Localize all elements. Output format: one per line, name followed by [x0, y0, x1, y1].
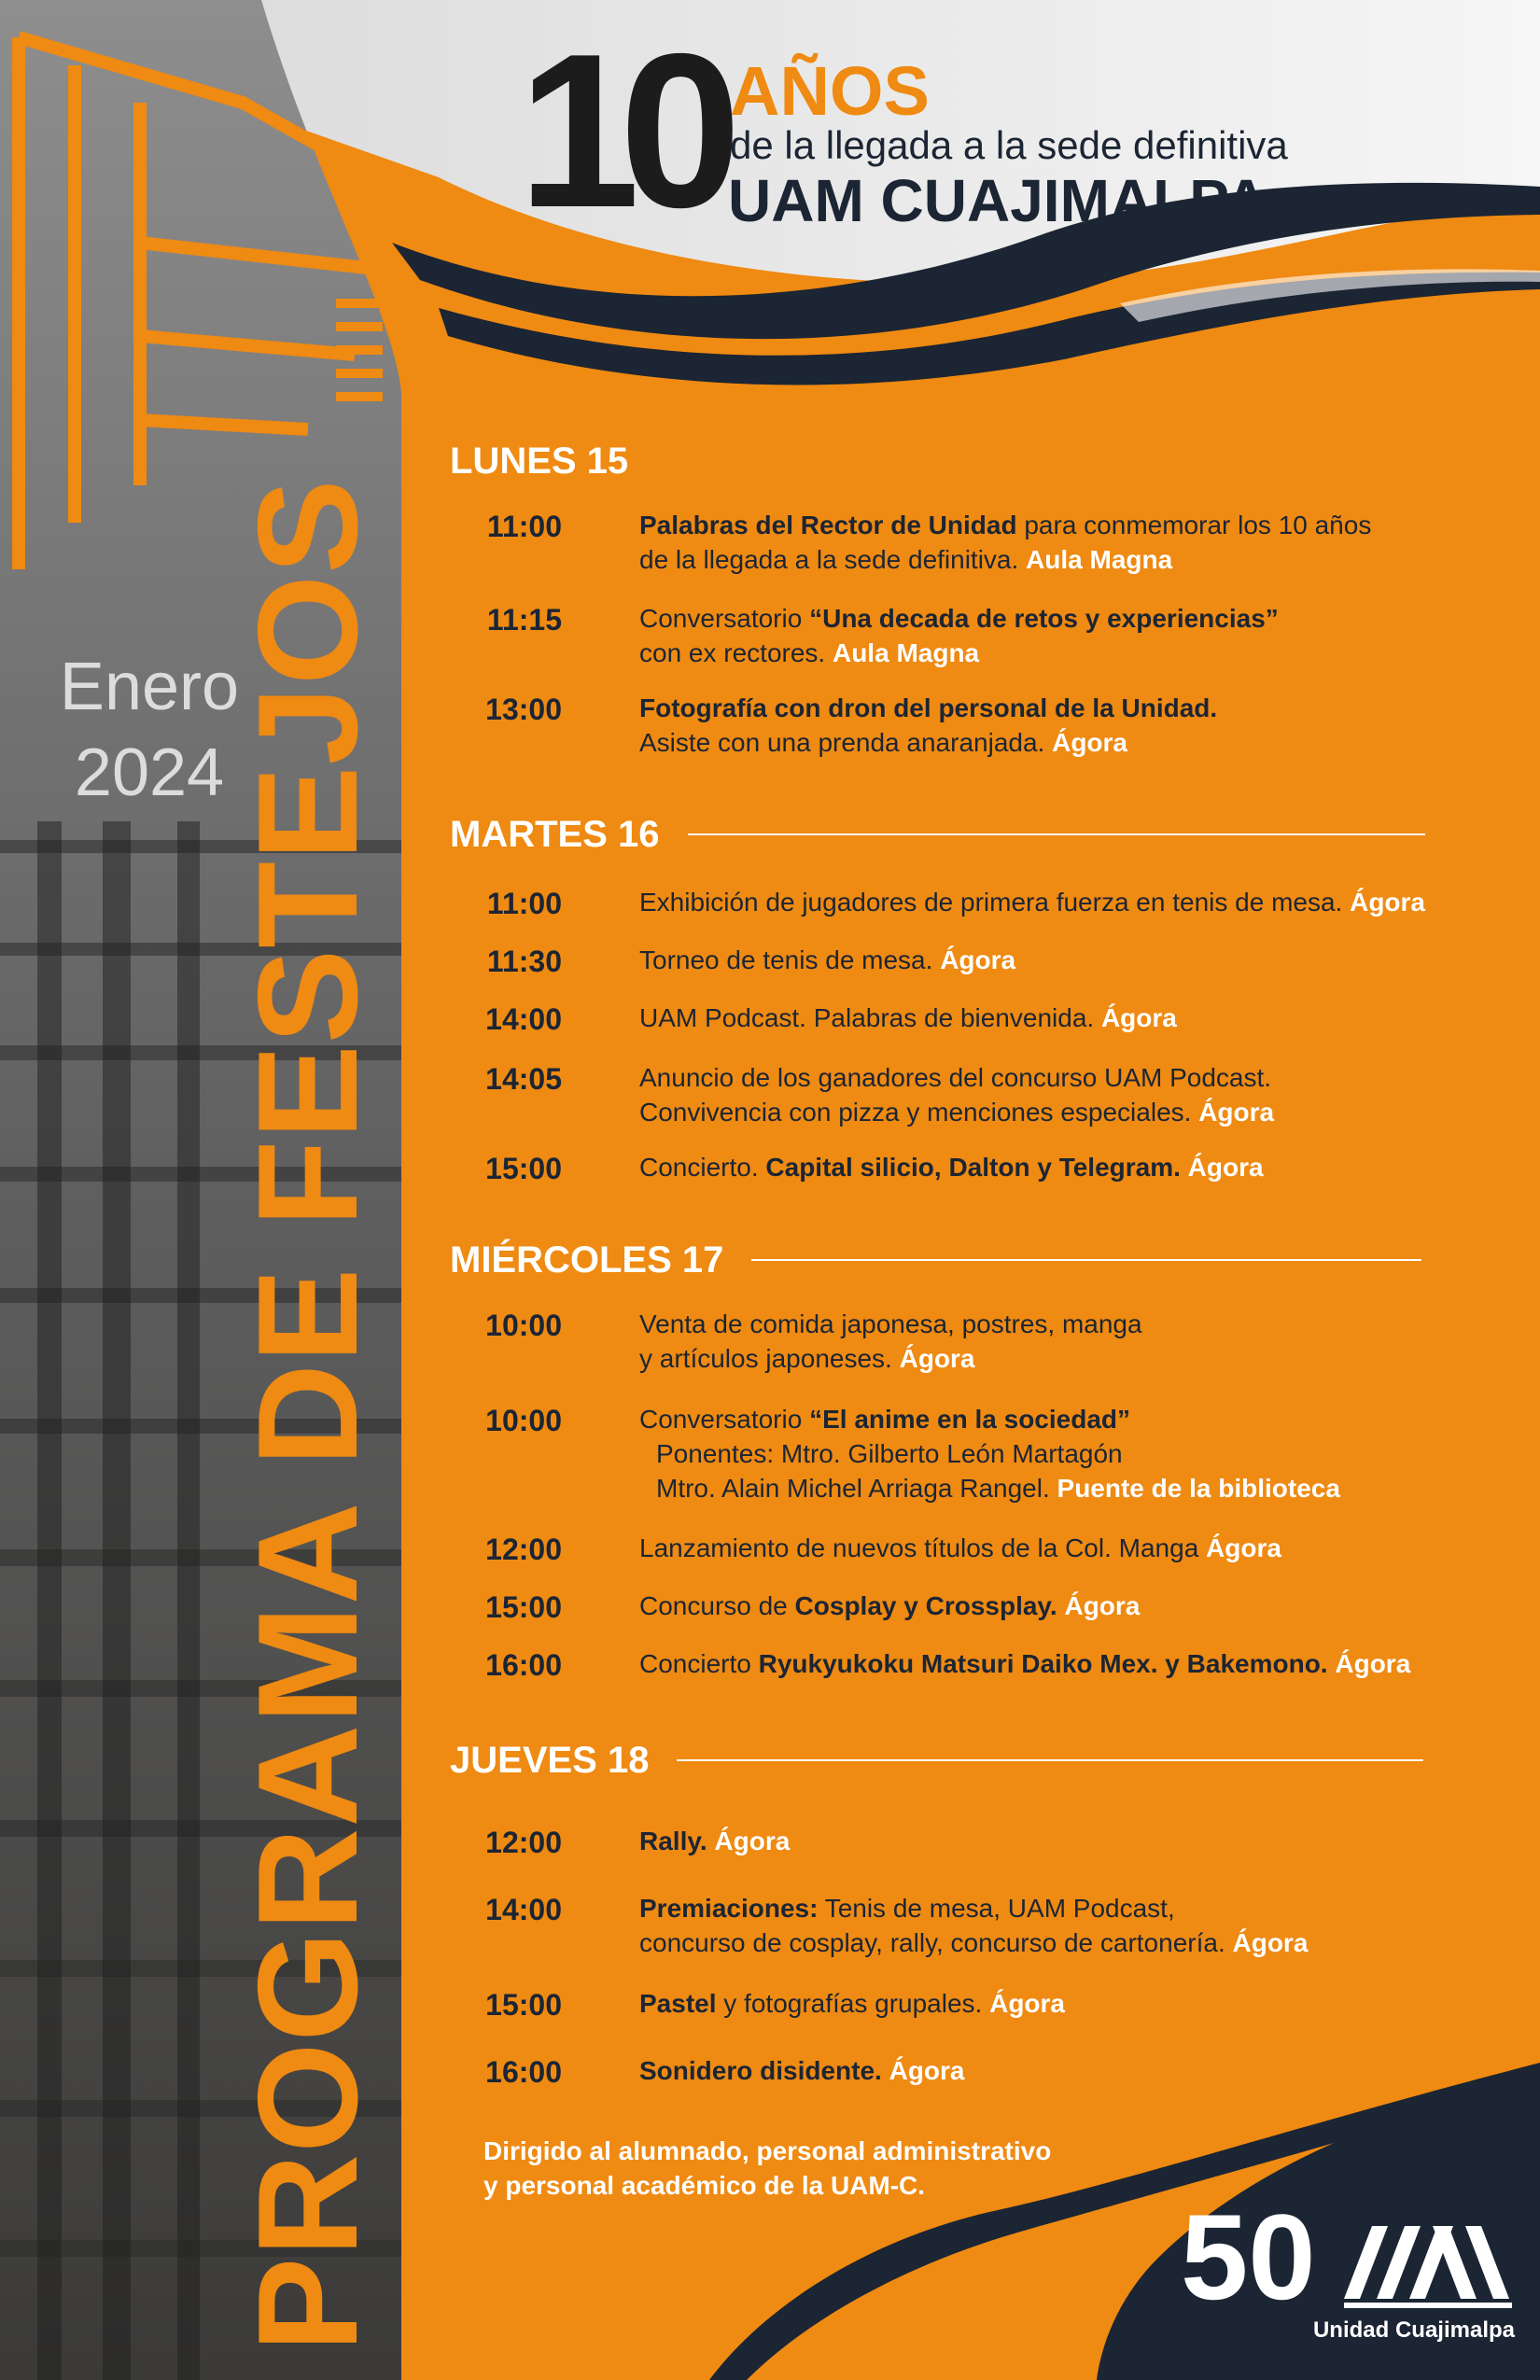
event-time: 14:00	[485, 1893, 562, 1926]
event-place: Aula Magna	[832, 638, 980, 667]
event-place: Ágora	[1180, 1153, 1264, 1182]
event-time: 15:00	[485, 1152, 562, 1185]
event-place: Ágora	[989, 1989, 1066, 2018]
event-place: Ágora	[1206, 1533, 1281, 1562]
event-time: 15:00	[485, 1590, 562, 1624]
event-time: 15:00	[485, 1988, 562, 2022]
event-time: 11:00	[486, 510, 562, 543]
event-place: Puente de la biblioteca	[1057, 1474, 1340, 1503]
day-label: MARTES 16	[450, 814, 660, 855]
event-description: Lanzamiento de nuevos títulos de la Col. Manga Ágora	[639, 1533, 1281, 1562]
event-place: Ágora	[1198, 1098, 1275, 1127]
header-subtitle: de la llegada a la sede definitiva	[730, 123, 1288, 167]
divider	[751, 1259, 1421, 1261]
event-place: Ágora	[1057, 1591, 1141, 1620]
event-place: Ágora	[881, 2056, 965, 2085]
divider	[677, 1759, 1423, 1761]
event-description: Sonidero disidente. Ágora	[639, 2056, 965, 2085]
event-description: Conversatorio “Una decada de retos y experiencias” con ex rectores. Aula Magna	[639, 604, 1279, 667]
header-institution: UAM CUAJIMALPA	[728, 167, 1268, 234]
day-heading-lunes	[450, 439, 628, 483]
event-description: Pastel y fotografías grupales. Ágora	[639, 1989, 1066, 2018]
event-description: UAM Podcast. Palabras de bienvenida. Ágora	[639, 1003, 1177, 1032]
uam-50-logo	[1181, 2189, 1526, 2319]
date-year: 2024	[74, 735, 225, 810]
event-time: 16:00	[485, 1648, 562, 1682]
event-description: Fotografía con dron del personal de la Unidad. Asiste con una prenda anaranjada. Ágora	[639, 693, 1218, 757]
day-label: JUEVES 18	[450, 1740, 650, 1781]
event-place: Ágora	[1350, 888, 1426, 917]
day-heading-miercoles	[450, 1238, 1421, 1282]
event-time: 10:00	[485, 1309, 562, 1342]
event-description: Exhibición de jugadores de primera fuerza en tenis de mesa. Ágora	[639, 888, 1426, 917]
event-description: Rally. Ágora	[639, 1827, 791, 1855]
event-time: 11:30	[486, 945, 562, 978]
date-month: Enero	[59, 650, 240, 724]
uam-logo-icon	[1344, 2226, 1512, 2308]
event-time: 11:00	[486, 887, 562, 920]
day-heading-jueves	[450, 1738, 1423, 1783]
event-place: Ágora	[940, 945, 1016, 974]
divider	[688, 833, 1425, 835]
header-years: AÑOS	[730, 52, 930, 130]
event-place: Ágora	[1327, 1649, 1411, 1678]
event-description: Venta de comida japonesa, postres, manga y artículos japoneses. Ágora	[639, 1309, 1142, 1373]
event-description: Premiaciones: Tenis de mesa, UAM Podcast, concurso de cosplay, rally, concurso de cartonería. Ágora	[639, 1894, 1309, 1957]
event-place: Ágora	[1052, 728, 1127, 757]
event-place: Ágora	[1232, 1928, 1309, 1957]
event-time: 13:00	[485, 693, 562, 726]
event-description: Concurso de Cosplay y Crossplay. Ágora	[639, 1591, 1141, 1620]
event-place: Aula Magna	[1026, 545, 1173, 574]
event-time: 14:00	[485, 1002, 562, 1036]
event-time: 16:00	[485, 2055, 562, 2089]
day-label: MIÉRCOLES 17	[450, 1239, 724, 1281]
event-description: Torneo de tenis de mesa. Ágora	[639, 945, 1016, 974]
vertical-title: PROGRAMA DE FESTEJOS	[229, 478, 387, 2352]
day-label: LUNES 15	[450, 441, 629, 482]
logo-caption: Unidad Cuajimalpa	[1312, 2317, 1516, 2343]
day-heading-martes	[450, 812, 1425, 857]
audience-note: Dirigido al alumnado, personal administrativo y personal académico de la UAM-C.	[483, 2136, 1052, 2200]
event-description: Concierto Ryukyukoku Matsuri Daiko Mex. y Bakemono. Ágora	[639, 1649, 1411, 1678]
event-place: Ágora	[707, 1827, 791, 1855]
event-place: Ágora	[899, 1344, 975, 1373]
header-number: 10	[518, 7, 721, 253]
date-block	[37, 644, 261, 816]
event-description: Concierto. Capital silicio, Dalton y Telegram. Ágora	[639, 1153, 1264, 1182]
logo-mark: 50	[1181, 2189, 1316, 2319]
event-description: Palabras del Rector de Unidad para conmemorar los 10 años de la llegada a la sede definitiva. Aula Magna	[639, 511, 1372, 574]
event-description: Anuncio de los ganadores del concurso UAM Podcast. Convivencia con pizza y menciones especiales. Ágora	[639, 1063, 1275, 1127]
event-time: 12:00	[485, 1533, 562, 1566]
event-place: Ágora	[1100, 1003, 1177, 1032]
event-time: 11:15	[486, 603, 562, 637]
event-time: 14:05	[485, 1062, 562, 1096]
event-time: 10:00	[485, 1404, 562, 1437]
event-time: 12:00	[485, 1826, 562, 1859]
event-description: Conversatorio “El anime en la sociedad” Ponentes: Mtro. Gilberto León Martagón Mtro. Alain Michel Arriaga Rangel. Puente de la biblioteca	[639, 1405, 1340, 1503]
